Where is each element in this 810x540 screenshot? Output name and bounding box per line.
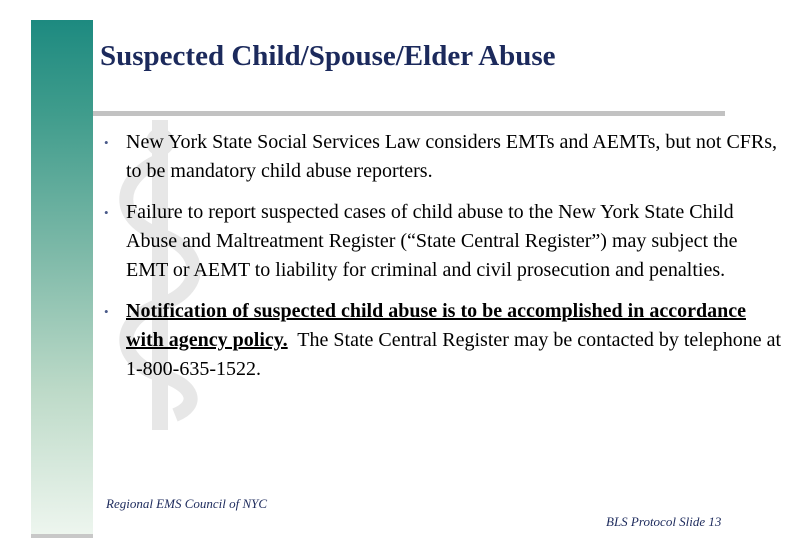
bullet-dot-icon: •	[104, 304, 109, 319]
slide-title: Suspected Child/Spouse/Elder Abuse	[100, 40, 556, 72]
bullet-underlined-text: Notification of suspected child abuse is to be accomplished in accordance with agency policy.	[126, 300, 746, 351]
bullet-text: New York State Social Services Law considers EMTs and AEMTs, but not CFRs, to be mandatory child abuse reporters.	[126, 131, 778, 182]
bullet-dot-icon: •	[104, 135, 109, 150]
bullet-list	[104, 128, 787, 396]
bullet-item	[104, 297, 787, 384]
footer-organization: Regional EMS Council of NYC	[106, 496, 268, 511]
accent-side-bar-cap	[31, 534, 93, 538]
bullet-text: Failure to report suspected cases of child abuse to the New York State Child Abuse and Maltreatment Register (“State Central Register”) may subject the EMT or AEMT to liability for criminal and civil prosecution and penalties.	[126, 201, 738, 281]
bullet-item	[104, 198, 784, 285]
bullet-item	[104, 128, 784, 186]
bullet-dot-icon: •	[104, 205, 109, 220]
bullet-text: The State Central Register may be contacted by telephone at 1-800-635-1522.	[126, 329, 787, 380]
title-divider	[93, 111, 725, 116]
accent-side-bar	[31, 20, 93, 536]
footer-slide-number: BLS Protocol Slide 13	[606, 514, 722, 529]
